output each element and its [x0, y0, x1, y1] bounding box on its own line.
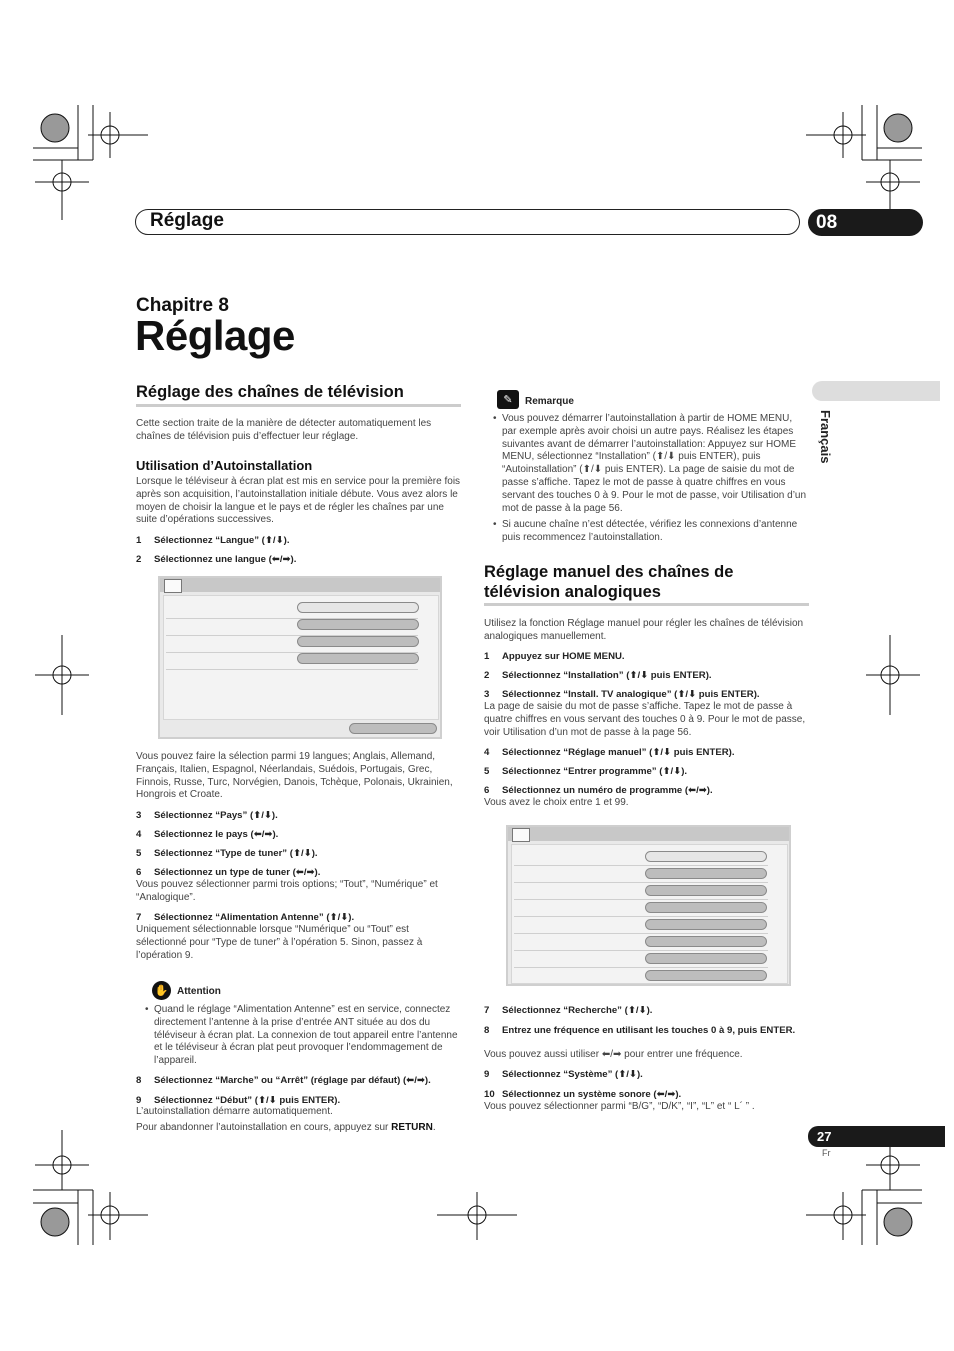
right-step-6: 6 Sélectionnez un numéro de programme (⬅/➡).	[484, 785, 713, 796]
left-step-9: 9 Sélectionnez “Début” (⬆/⬇ puis ENTER).	[136, 1095, 341, 1106]
tuner-options-text: Vous pouvez sélectionner parmi trois options; “Tout”, “Numérique” et “Analogique”.	[136, 879, 438, 903]
right-intro: Utilisez la fonction Réglage manuel pour régler les chaînes de télévision analogiques manuellement.	[484, 618, 804, 642]
note-icon: ✎	[497, 390, 519, 409]
left-step-5: 5 Sélectionnez “Type de tuner” (⬆/⬇).	[136, 848, 318, 859]
start-button	[349, 723, 437, 734]
right-step-3: 3 Sélectionnez “Install. TV analogique” (⬆/⬇ puis ENTER).	[484, 689, 760, 700]
menu-icon	[164, 579, 182, 593]
left-step-4: 4 Sélectionnez le pays (⬅/➡).	[136, 829, 279, 840]
left-heading-rule	[136, 404, 461, 407]
country-field	[297, 619, 419, 630]
page-number: 27	[808, 1126, 945, 1147]
setting-field	[645, 970, 767, 981]
languages-text: Vous pouvez faire la sélection parmi 19 langues; Anglais, Allemand, Français, Italien, Espagnol, Néerlandais, Suédois, Portugais, Grec, Finnois, Russe, Turc, Norvégien, Danois, Tchèque, Polonais, Ukrainien, Hongrois et Croate.	[136, 751, 453, 801]
left-section-heading: Réglage des chaînes de télévision	[136, 383, 404, 401]
left-step-2: 2 Sélectionnez une langue (⬅/➡).	[136, 554, 297, 565]
right-step-10: 10 Sélectionnez un système sonore (⬅/➡).	[484, 1089, 682, 1100]
antenna-power-field	[297, 653, 419, 664]
attention-text: • Quand le réglage “Alimentation Antenne” est en service, connectez directement l’antenne à la prise d’entrée ANT située au dos du téléviseur à écran plat. La connexion de tout appareil entre l’antenne et le téléviseur à écran plat peut provoquer l’endommagement de l’appareil.	[154, 1004, 461, 1068]
left-step-8: 8 Sélectionnez “Marche” ou “Arrêt” (réglage par défaut) (⬅/➡).	[136, 1075, 431, 1086]
right-step-2: 2 Sélectionnez “Installation” (⬆/⬇ puis ENTER).	[484, 670, 712, 681]
setting-field	[645, 902, 767, 913]
sound-system-text: Vous pouvez sélectionner parmi “B/G”, “D/K”, “I”, “L” et “ L´ ” .	[484, 1101, 755, 1112]
program-range-text: Vous avez le choix entre 1 et 99.	[484, 797, 629, 808]
right-section-heading: Réglage manuel des chaînes de télévision analogiques	[484, 563, 734, 601]
attention-label: Attention	[177, 986, 221, 997]
note-label: Remarque	[525, 396, 574, 407]
attention-icon: ✋	[152, 981, 171, 1000]
right-step-7: 7 Sélectionnez “Recherche” (⬆/⬇).	[484, 1005, 653, 1016]
password-text: La page de saisie du mot de passe s’affiche. Tapez le mot de passe à quatre chiffres en vous servant des touches 0 à 9. Pour le mot de passe, voir Utilisation d’un mot de passe à la page 56.	[484, 701, 806, 738]
header-bar	[135, 209, 800, 235]
program-number-selector	[645, 851, 767, 862]
page-title: Réglage	[135, 312, 295, 359]
page-language: Fr	[822, 1148, 831, 1158]
left-step-3: 3 Sélectionnez “Pays” (⬆/⬇).	[136, 810, 278, 821]
language-tab-label: Français	[818, 410, 833, 464]
autoinstall-screen	[158, 576, 442, 739]
left-intro: Cette section traite de la manière de détecter automatiquement les chaînes de télévision puis d’effectuer leur réglage.	[136, 418, 432, 442]
left-step-7: 7 Sélectionnez “Alimentation Antenne” (⬆/⬇).	[136, 912, 355, 923]
header-section-title: Réglage	[150, 210, 224, 231]
autoinstall-text: Lorsque le téléviseur à écran plat est mis en service pour la première fois après son acquisition, l’autoinstallation initiale débute. Vous avez alors le moyen de choisir la langue et le pays et de régler les chaînes par une suite d’opérations successives.	[136, 476, 461, 526]
search-field	[645, 868, 767, 879]
right-step-4: 4 Sélectionnez “Réglage manuel” (⬆/⬇ puis ENTER).	[484, 747, 735, 758]
frequency-text: Vous pouvez aussi utiliser ⬅/➡ pour entrer une fréquence.	[484, 1049, 743, 1060]
abort-text: Pour abandonner l’autoinstallation en cours, appuyez sur RETURN.	[136, 1122, 436, 1133]
right-step-5: 5 Sélectionnez “Entrer programme” (⬆/⬇).	[484, 766, 688, 777]
left-step-6: 6 Sélectionnez un type de tuner (⬅/➡).	[136, 867, 321, 878]
menu-icon	[512, 828, 530, 842]
manual-tuning-screen	[506, 825, 791, 986]
setting-field	[645, 885, 767, 896]
right-step-1: 1 Appuyez sur HOME MENU.	[484, 651, 625, 662]
left-step-1: 1 Sélectionnez “Langue” (⬆/⬇).	[136, 535, 290, 546]
tuner-type-field	[297, 636, 419, 647]
language-tab	[812, 381, 940, 401]
autoinstall-start-text: L’autoinstallation démarre automatiquement.	[136, 1106, 333, 1117]
setting-field	[645, 936, 767, 947]
setting-field	[645, 953, 767, 964]
antenna-power-text: Uniquement sélectionnable lorsque “Numérique” ou “Tout” est sélectionné pour “Type de tuner” à l’opération 5. Sinon, passez à l’opération 9.	[136, 924, 423, 961]
chapter-label: Chapitre 8	[136, 295, 229, 316]
right-step-9: 9 Sélectionnez “Système” (⬆/⬇).	[484, 1069, 643, 1080]
note-1: • Vous pouvez démarrer l’autoinstallation à partir de HOME MENU, par exemple après avoir choisi un autre pays. Réalisez les étapes suivantes avant de démarrer l’autoinstallation: Appuyez sur HOME MENU, sélectionnez “Installation” (⬆/⬇ puis ENTER), puis “Autoinstallation” (⬆/⬇ puis ENTER). La page de saisie du mot de passe s’affiche. Tapez le mot de passe à quatre chiffres en vous servant des touches 0 à 9. Pour le mot de passe, voir Utilisation d’un mot de passe à la page 56.	[502, 413, 809, 515]
note-2: • Si aucune chaîne n’est détectée, vérifiez les connexions d’antenne puis recommencez l’autoinstallation.	[502, 519, 809, 545]
right-heading-rule	[484, 603, 809, 606]
right-step-8: 8 Entrez une fréquence en utilisant les touches 0 à 9, puis ENTER.	[484, 1025, 796, 1036]
autoinstall-heading: Utilisation d’Autoinstallation	[136, 458, 313, 473]
header-chapter-number: 08	[808, 209, 923, 236]
setting-field	[645, 919, 767, 930]
language-selector	[297, 602, 419, 613]
